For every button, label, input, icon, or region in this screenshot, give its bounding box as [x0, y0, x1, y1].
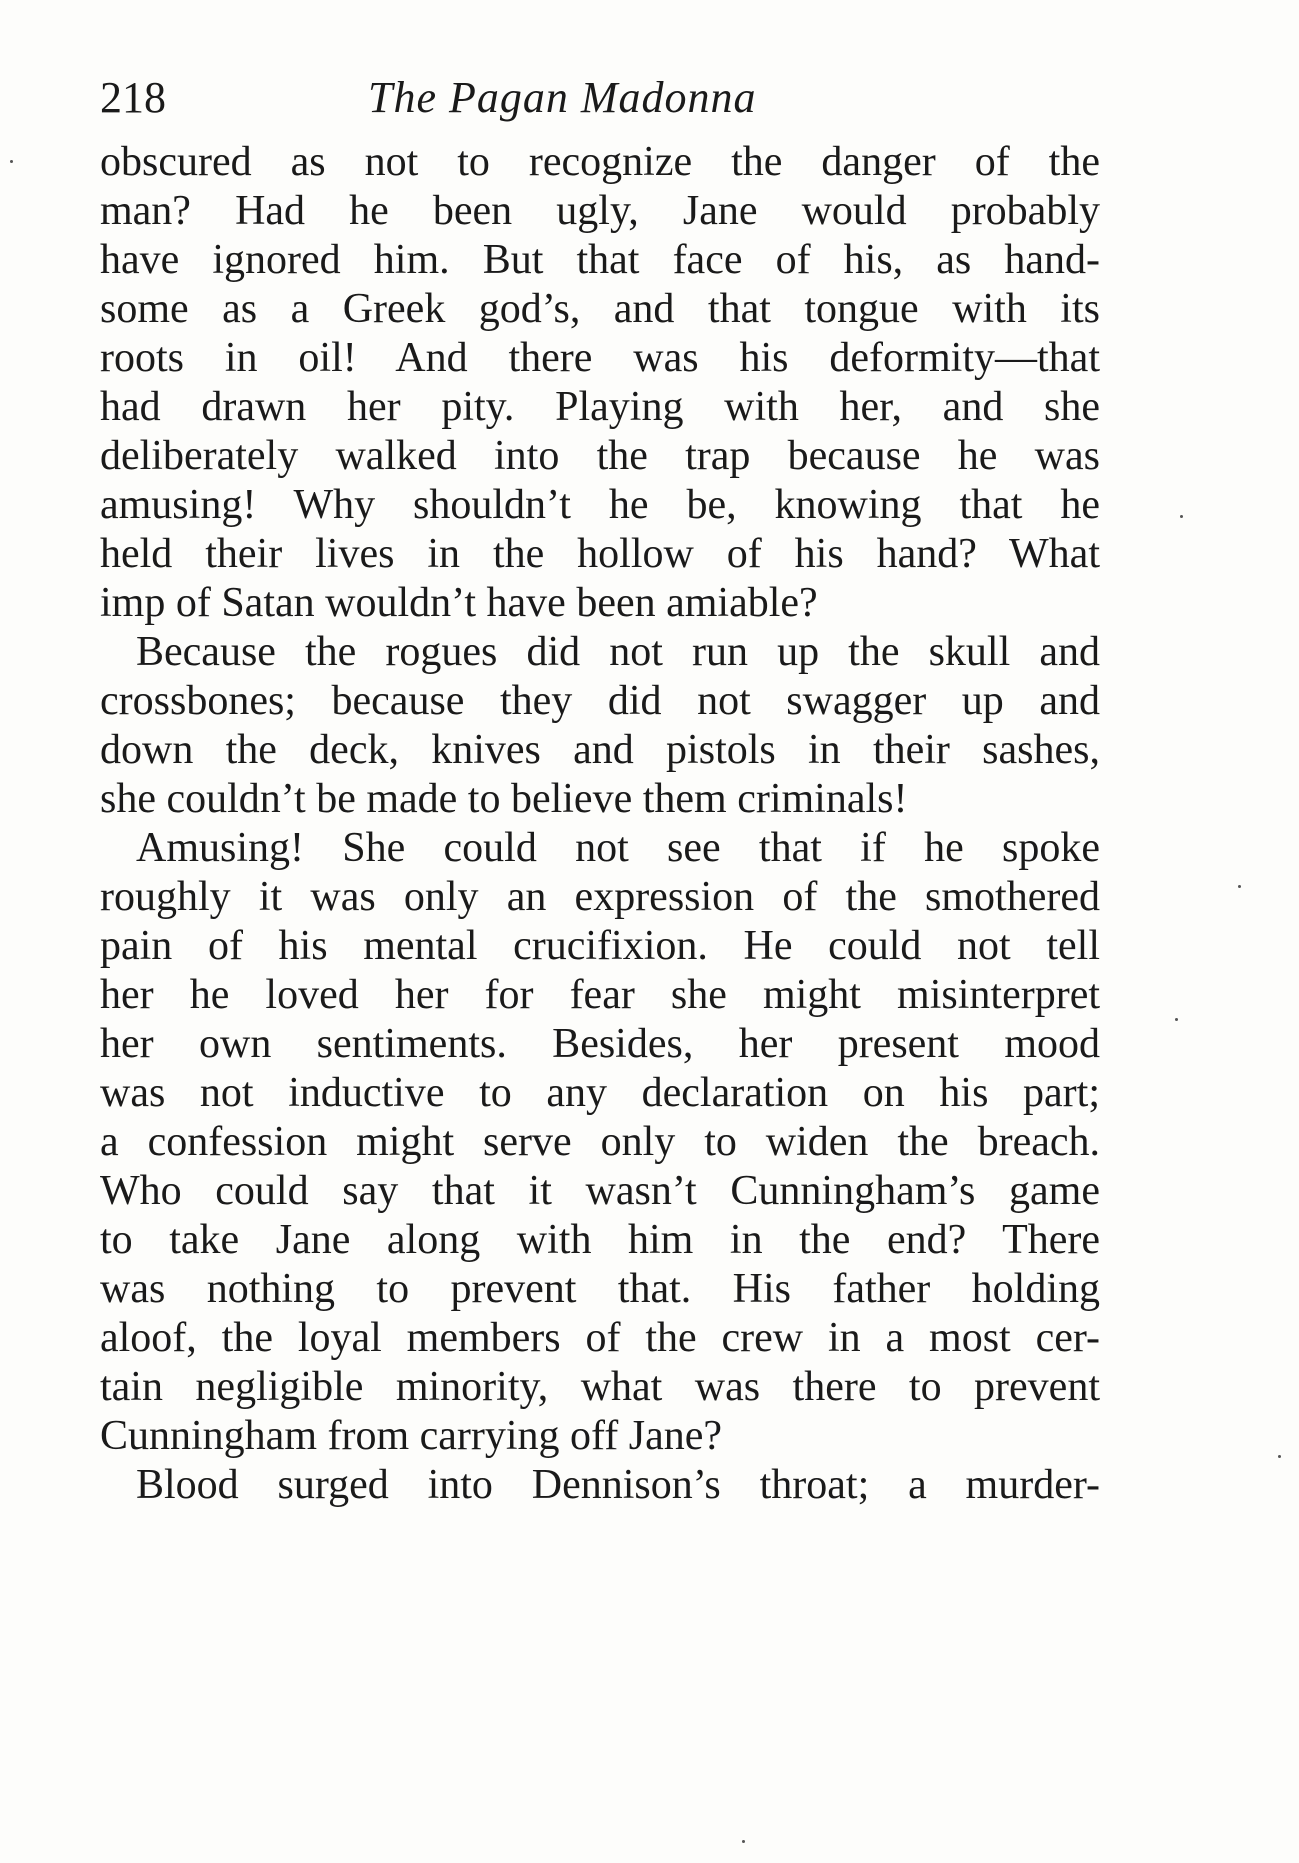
scan-speck [1278, 1455, 1281, 1458]
text-line: Blood surged into Dennison’s throat; a murder- [136, 1462, 1100, 1508]
scan-speck [1175, 1018, 1178, 1021]
paragraph [100, 628, 1100, 824]
scan-speck [10, 160, 13, 163]
running-head: The Pagan Madonna [368, 73, 757, 122]
text-line: Who could say that it wasn’t Cunningham’s game [100, 1168, 1100, 1214]
text-line: she couldn’t be made to believe them criminals! [100, 776, 908, 822]
text-line: pain of his mental crucifixion. He could not tell [100, 923, 1100, 969]
page-header [100, 70, 1100, 140]
text-line: down the deck, knives and pistols in their sashes, [100, 727, 1100, 773]
text-line: obscured as not to recognize the danger of the [100, 139, 1100, 185]
text-line: was not inductive to any declaration on his part; [100, 1070, 1100, 1116]
paragraph [100, 824, 1100, 1461]
body-text [100, 138, 1100, 1510]
scan-speck [1238, 885, 1241, 888]
text-line: was nothing to prevent that. His father holding [100, 1266, 1100, 1312]
text-line: deliberately walked into the trap because he was [100, 433, 1100, 479]
text-line: to take Jane along with him in the end? There [100, 1217, 1100, 1263]
scan-speck [742, 1840, 745, 1843]
text-line: imp of Satan wouldn’t have been amiable? [100, 580, 818, 626]
text-line: roots in oil! And there was his deformity—that [100, 335, 1100, 381]
scan-speck [1180, 515, 1183, 518]
text-line: Cunningham from carrying off Jane? [100, 1413, 723, 1459]
text-line: crossbones; because they did not swagger up and [100, 678, 1100, 724]
text-line: tain negligible minority, what was there to prevent [100, 1364, 1100, 1410]
text-line: have ignored him. But that face of his, as hand- [100, 237, 1100, 283]
text-line: some as a Greek god’s, and that tongue with its [100, 286, 1100, 332]
text-line: roughly it was only an expression of the smothered [100, 874, 1100, 920]
paragraph [100, 138, 1100, 628]
text-line: her own sentiments. Besides, her present mood [100, 1021, 1100, 1067]
text-line: Amusing! She could not see that if he spoke [136, 825, 1100, 871]
text-line: her he loved her for fear she might misinterpret [100, 972, 1100, 1018]
text-line: aloof, the loyal members of the crew in a most cer- [100, 1315, 1100, 1361]
text-line: had drawn her pity. Playing with her, and she [100, 384, 1100, 430]
text-line: amusing! Why shouldn’t he be, knowing that he [100, 482, 1100, 528]
paragraph [100, 1461, 1100, 1510]
text-line: man? Had he been ugly, Jane would probably [100, 188, 1100, 234]
text-line: a confession might serve only to widen the breach. [100, 1119, 1100, 1165]
page-number: 218 [100, 73, 166, 122]
text-line: held their lives in the hollow of his hand? What [100, 531, 1100, 577]
text-line: Because the rogues did not run up the skull and [136, 629, 1100, 675]
